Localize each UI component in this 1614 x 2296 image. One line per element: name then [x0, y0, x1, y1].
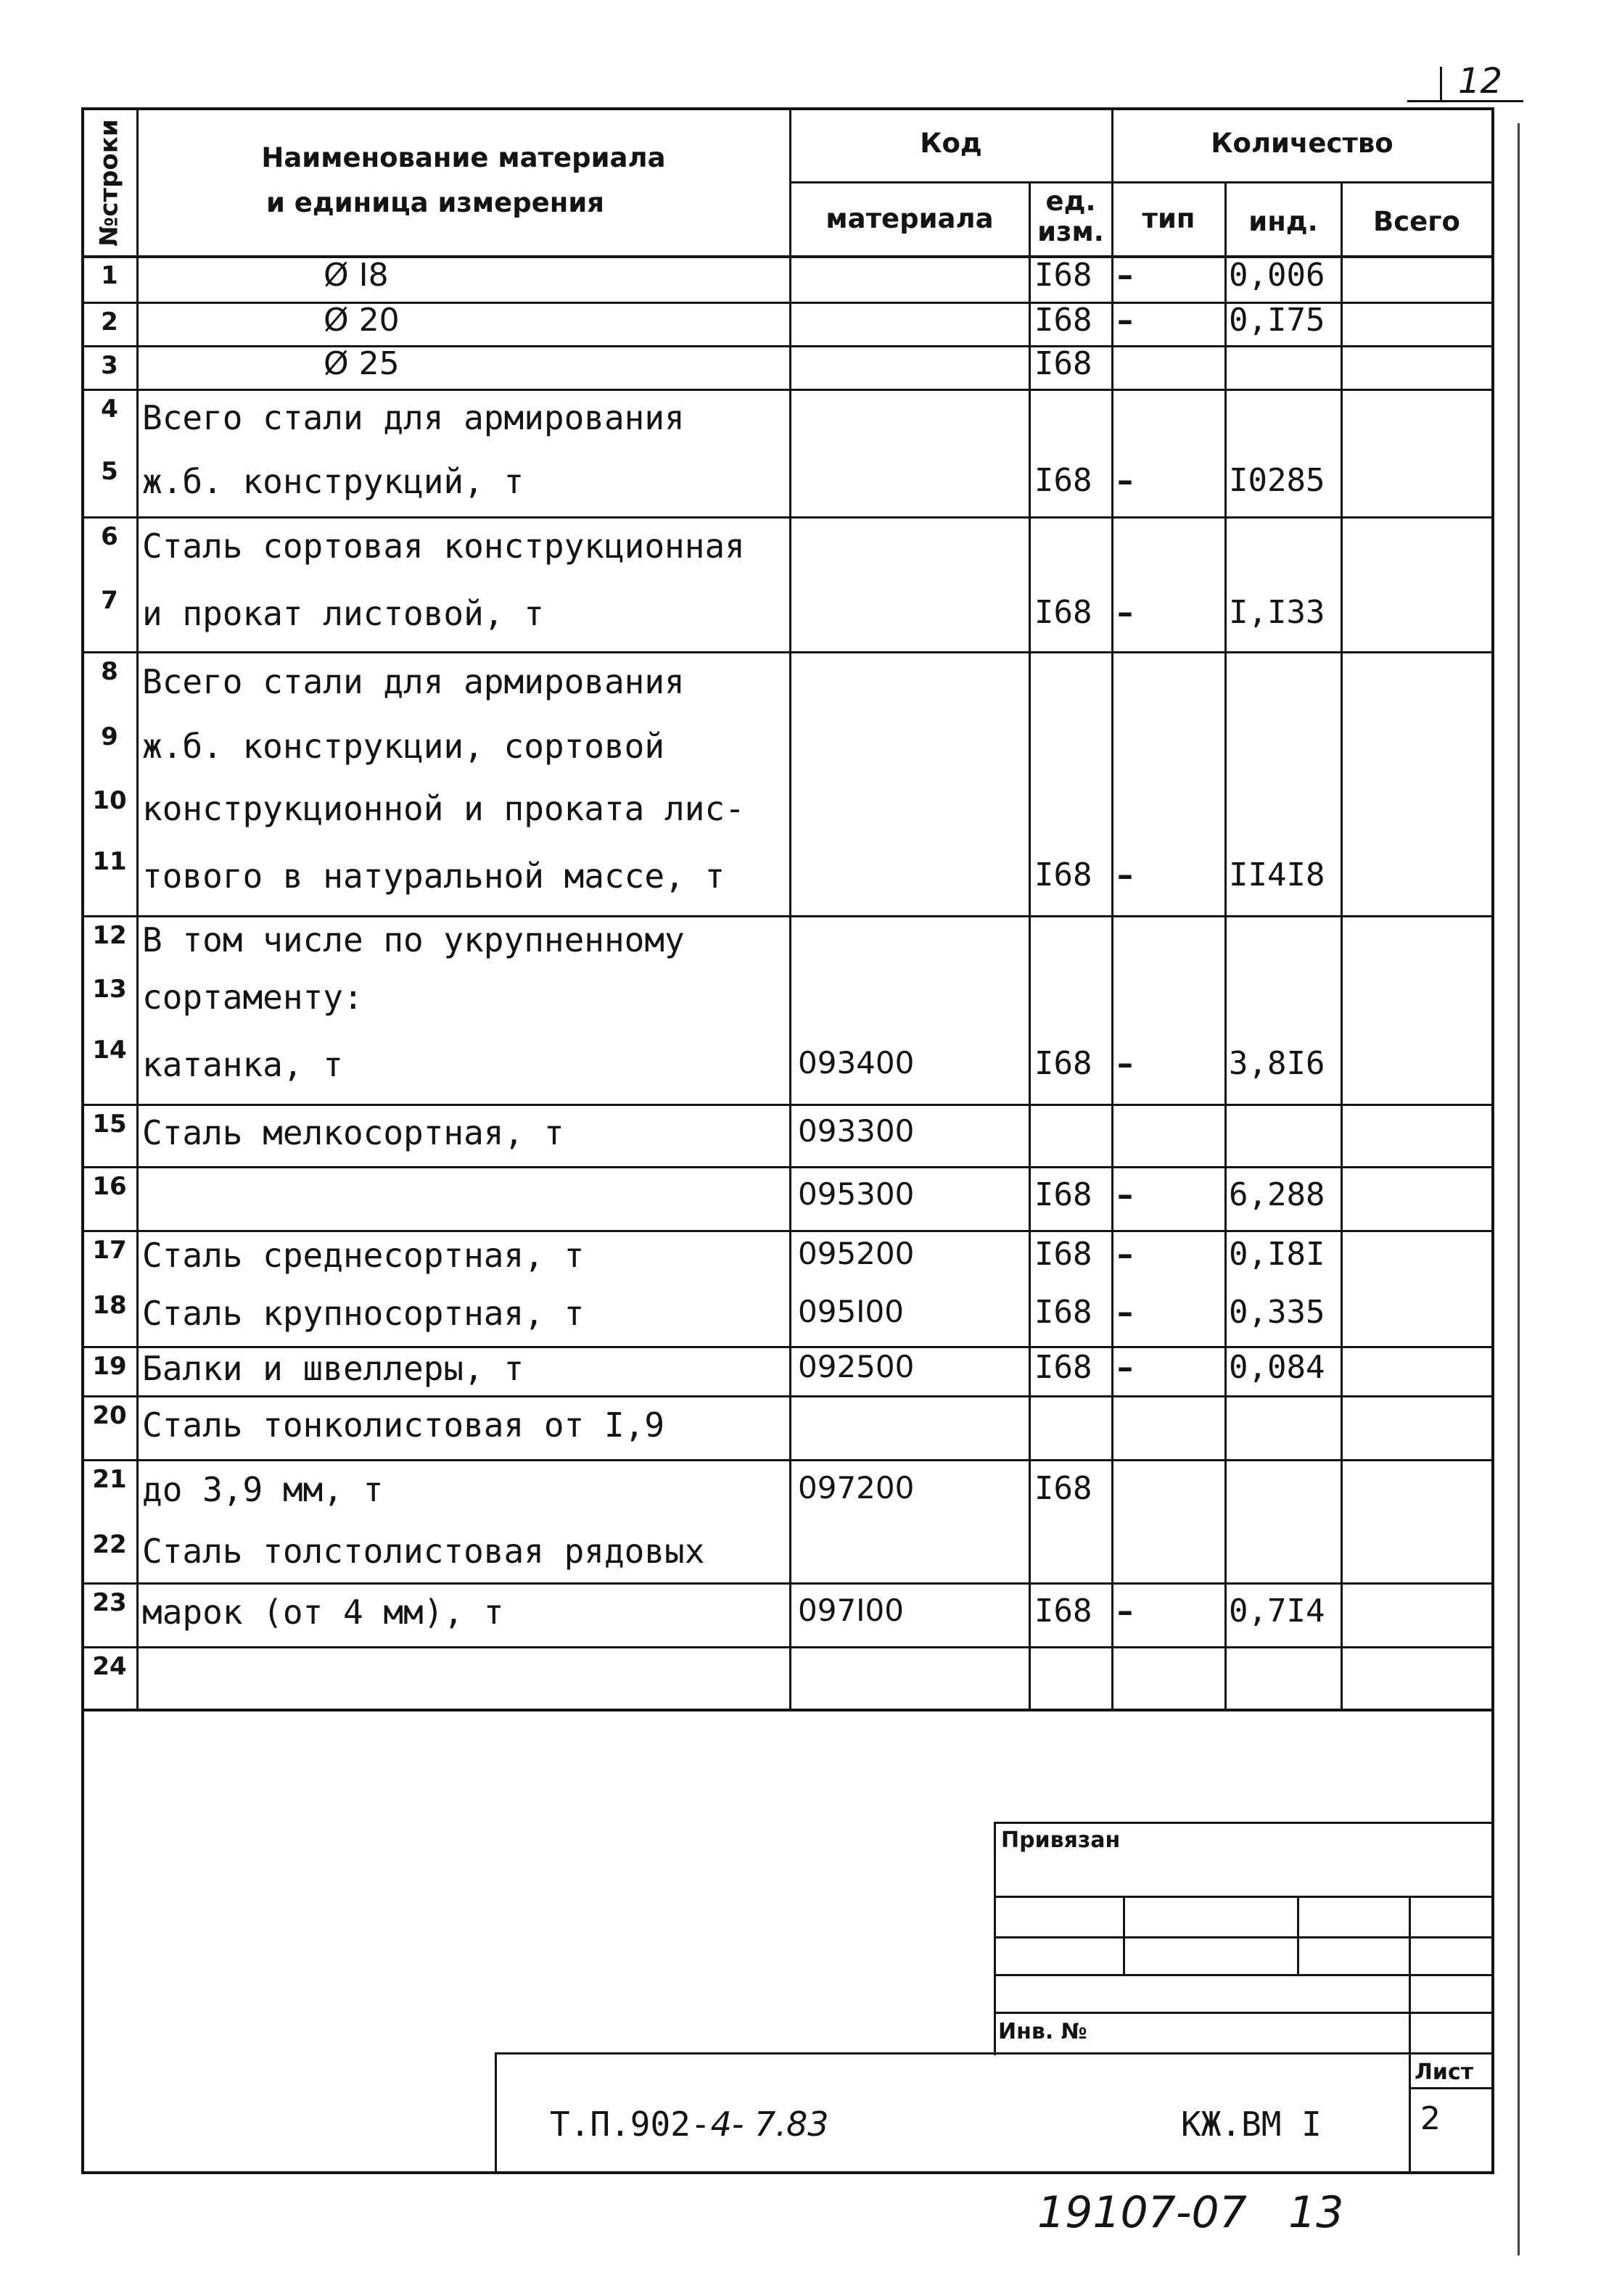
cell-type: – — [1117, 462, 1133, 499]
cell-name: Сталь среднесортная, т — [142, 1236, 585, 1275]
cell-name: ж.б. конструкции, сортовой — [142, 727, 665, 766]
cell-ind: 0,7I4 — [1229, 1593, 1325, 1630]
cell-unit: I68 — [1034, 345, 1092, 382]
row-number: 13 — [92, 975, 127, 1004]
outer-left-border — [81, 107, 84, 2174]
code-group-header: Код — [920, 128, 982, 159]
cell-name: Ø 25 — [324, 345, 400, 382]
sheet-label: Лист — [1415, 2060, 1474, 2085]
cell-name: Всего стали для армирования — [142, 662, 685, 701]
row-rule — [81, 1104, 1494, 1106]
row-number: 24 — [92, 1652, 127, 1681]
cell-code: 095I00 — [798, 1294, 904, 1329]
row-number: 18 — [92, 1291, 127, 1320]
cell-type: – — [1117, 1294, 1133, 1331]
stamp-rule-3 — [994, 1974, 1494, 1976]
header-subline — [791, 181, 1494, 183]
cell-unit: I68 — [1034, 856, 1092, 893]
row-number: 3 — [101, 351, 118, 380]
row-rule — [81, 389, 1494, 391]
cell-name: Балки и швеллеры, т — [142, 1349, 524, 1388]
unit-header-line1: ед. — [1045, 186, 1096, 217]
row-number: 12 — [92, 921, 127, 950]
code-material-header: материала — [825, 203, 994, 234]
cell-ind: II4I8 — [1229, 856, 1325, 893]
cell-ind: I0285 — [1229, 462, 1325, 499]
cell-ind: I,I33 — [1229, 594, 1325, 631]
cell-code: 097I00 — [798, 1593, 904, 1628]
project-code-printed: Т.П.902- — [550, 2105, 711, 2144]
cell-name: В том числе по укрупненному — [142, 920, 685, 959]
cell-ind: 0,084 — [1229, 1349, 1325, 1386]
row-rule — [81, 651, 1494, 653]
col-line-unit — [1029, 181, 1031, 1710]
row-rule — [81, 1395, 1494, 1397]
cell-name: до 3,9 мм, т — [142, 1470, 384, 1509]
cell-name: марок (от 4 мм), т — [142, 1593, 504, 1632]
outer-right-border — [1491, 107, 1494, 2174]
col-line-rownum — [136, 107, 139, 1710]
row-number: 20 — [92, 1401, 127, 1430]
cell-unit: I68 — [1034, 1294, 1092, 1331]
row-number: 10 — [92, 786, 127, 815]
cell-unit: I68 — [1034, 1593, 1092, 1630]
cell-name: ж.б. конструкций, т — [142, 462, 524, 501]
table-top-border — [81, 107, 1494, 110]
cell-ind: 0,006 — [1229, 257, 1325, 294]
qty-ind-header: инд. — [1248, 206, 1318, 237]
col-line-quantity — [1111, 107, 1113, 1710]
cell-code: 097200 — [798, 1470, 915, 1506]
material-name-header-line1: Наименование материала — [261, 142, 666, 173]
qty-total-header: Всего — [1373, 206, 1460, 237]
stamp-col-1 — [1123, 1896, 1125, 1975]
row-number: 23 — [92, 1588, 127, 1617]
cell-code: 092500 — [798, 1349, 915, 1384]
row-number: 19 — [92, 1352, 127, 1381]
margin-line — [1518, 123, 1520, 2255]
page-bottom-border — [81, 2171, 1494, 2174]
cell-unit: I68 — [1034, 302, 1092, 339]
stamp-rule-4 — [994, 2012, 1494, 2014]
row-number: 16 — [92, 1172, 127, 1201]
row-number: 14 — [92, 1036, 127, 1065]
cell-name: и прокат листовой, т — [142, 594, 544, 633]
footer-handwritten-number: 19107-07 13 — [1037, 2187, 1344, 2238]
cell-name: Ø 20 — [324, 302, 400, 339]
stamp-top — [994, 1822, 1494, 1824]
project-code — [550, 2105, 828, 2144]
stamp-col-2 — [1297, 1896, 1299, 1975]
row-rule — [81, 516, 1494, 519]
row-number-header: №строки — [95, 119, 124, 247]
page-number-divider — [1440, 67, 1442, 102]
col-line-total — [1341, 181, 1343, 1710]
stamp-rule-1 — [994, 1896, 1494, 1898]
cell-ind: 0,I8I — [1229, 1236, 1325, 1273]
material-name-header-line2: и единица измерения — [265, 187, 605, 218]
row-number: 9 — [101, 722, 118, 751]
row-rule — [81, 1459, 1494, 1461]
cell-name: катанка, т — [142, 1045, 343, 1084]
document-code: КЖ.ВМ I — [1181, 2105, 1322, 2144]
stamp-col-3 — [1409, 1896, 1411, 2055]
cell-type: – — [1117, 1045, 1133, 1082]
row-number: 8 — [101, 657, 118, 686]
page-number: 12 — [1458, 61, 1503, 102]
cell-unit: I68 — [1034, 257, 1092, 294]
unit-header-line2: изм. — [1037, 216, 1104, 247]
cell-name: Всего стали для армирования — [142, 398, 685, 437]
cell-type: – — [1117, 856, 1133, 893]
row-number: 21 — [92, 1465, 127, 1494]
table-bottom-border — [81, 1709, 1494, 1711]
row-number: 5 — [101, 457, 118, 486]
row-number: 4 — [101, 395, 118, 424]
cell-code: 095200 — [798, 1236, 915, 1271]
cell-name: Сталь крупносортная, т — [142, 1294, 585, 1333]
cell-ind: 3,8I6 — [1229, 1045, 1325, 1082]
col-line-code — [789, 107, 791, 1710]
sheet-box-rule — [1409, 2087, 1494, 2089]
sheet-number: 2 — [1420, 2100, 1441, 2137]
cell-type: – — [1117, 302, 1133, 339]
cell-unit: I68 — [1034, 462, 1092, 499]
title-box-top — [495, 2052, 1494, 2055]
cell-name: тового в натуральной массе, т — [142, 856, 725, 896]
row-rule — [81, 1346, 1494, 1348]
row-rule — [81, 1646, 1494, 1648]
cell-code: 093300 — [798, 1113, 915, 1149]
cell-ind: 0,I75 — [1229, 302, 1325, 339]
col-line-ind — [1224, 181, 1227, 1710]
inv-number-label: Инв. № — [998, 2019, 1087, 2044]
cell-code: 093400 — [798, 1045, 915, 1081]
quantity-group-header: Количество — [1211, 128, 1393, 159]
cell-unit: I68 — [1034, 594, 1092, 631]
qty-type-header: тип — [1142, 203, 1195, 234]
row-number: 11 — [92, 847, 127, 876]
stamp-rule-2 — [994, 1936, 1494, 1938]
cell-name: Сталь мелкосортная, т — [142, 1113, 564, 1152]
title-box-left — [495, 2052, 497, 2174]
stamp-left — [994, 1822, 996, 2055]
cell-name: Ø I8 — [324, 257, 389, 294]
cell-type: – — [1117, 594, 1133, 631]
row-rule — [81, 915, 1494, 917]
row-number: 6 — [101, 522, 118, 551]
row-rule — [81, 1166, 1494, 1168]
cell-type: – — [1117, 1176, 1133, 1213]
row-number: 22 — [92, 1530, 127, 1559]
row-number: 15 — [92, 1110, 127, 1139]
row-number: 17 — [92, 1236, 127, 1265]
cell-type: – — [1117, 1349, 1133, 1386]
row-number: 1 — [101, 261, 118, 290]
cell-unit: I68 — [1034, 1176, 1092, 1213]
row-number: 2 — [101, 307, 118, 336]
cell-unit: I68 — [1034, 1045, 1092, 1082]
cell-name: Сталь толстолистовая рядовых — [142, 1532, 705, 1571]
row-number: 7 — [101, 586, 118, 615]
cell-type: – — [1117, 257, 1133, 294]
cell-unit: I68 — [1034, 1349, 1092, 1386]
cell-name: Сталь сортовая конструкционная — [142, 526, 745, 566]
project-code-handwritten: 4- 7.83 — [710, 2105, 829, 2144]
cell-ind: 6,288 — [1229, 1176, 1325, 1213]
attached-label: Привязан — [1001, 1828, 1121, 1853]
cell-ind: 0,335 — [1229, 1294, 1325, 1331]
cell-name: Сталь тонколистовая от I,9 — [142, 1405, 665, 1445]
cell-type: – — [1117, 1593, 1133, 1630]
cell-code: 095300 — [798, 1176, 915, 1212]
cell-unit: I68 — [1034, 1470, 1092, 1507]
cell-name: конструкционной и проката лис- — [142, 789, 745, 828]
row-rule — [81, 1230, 1494, 1232]
cell-name: сортаменту: — [142, 978, 363, 1017]
row-rule — [81, 1582, 1494, 1585]
sheet-box-left — [1409, 2052, 1411, 2174]
cell-type: – — [1117, 1236, 1133, 1273]
cell-unit: I68 — [1034, 1236, 1092, 1273]
